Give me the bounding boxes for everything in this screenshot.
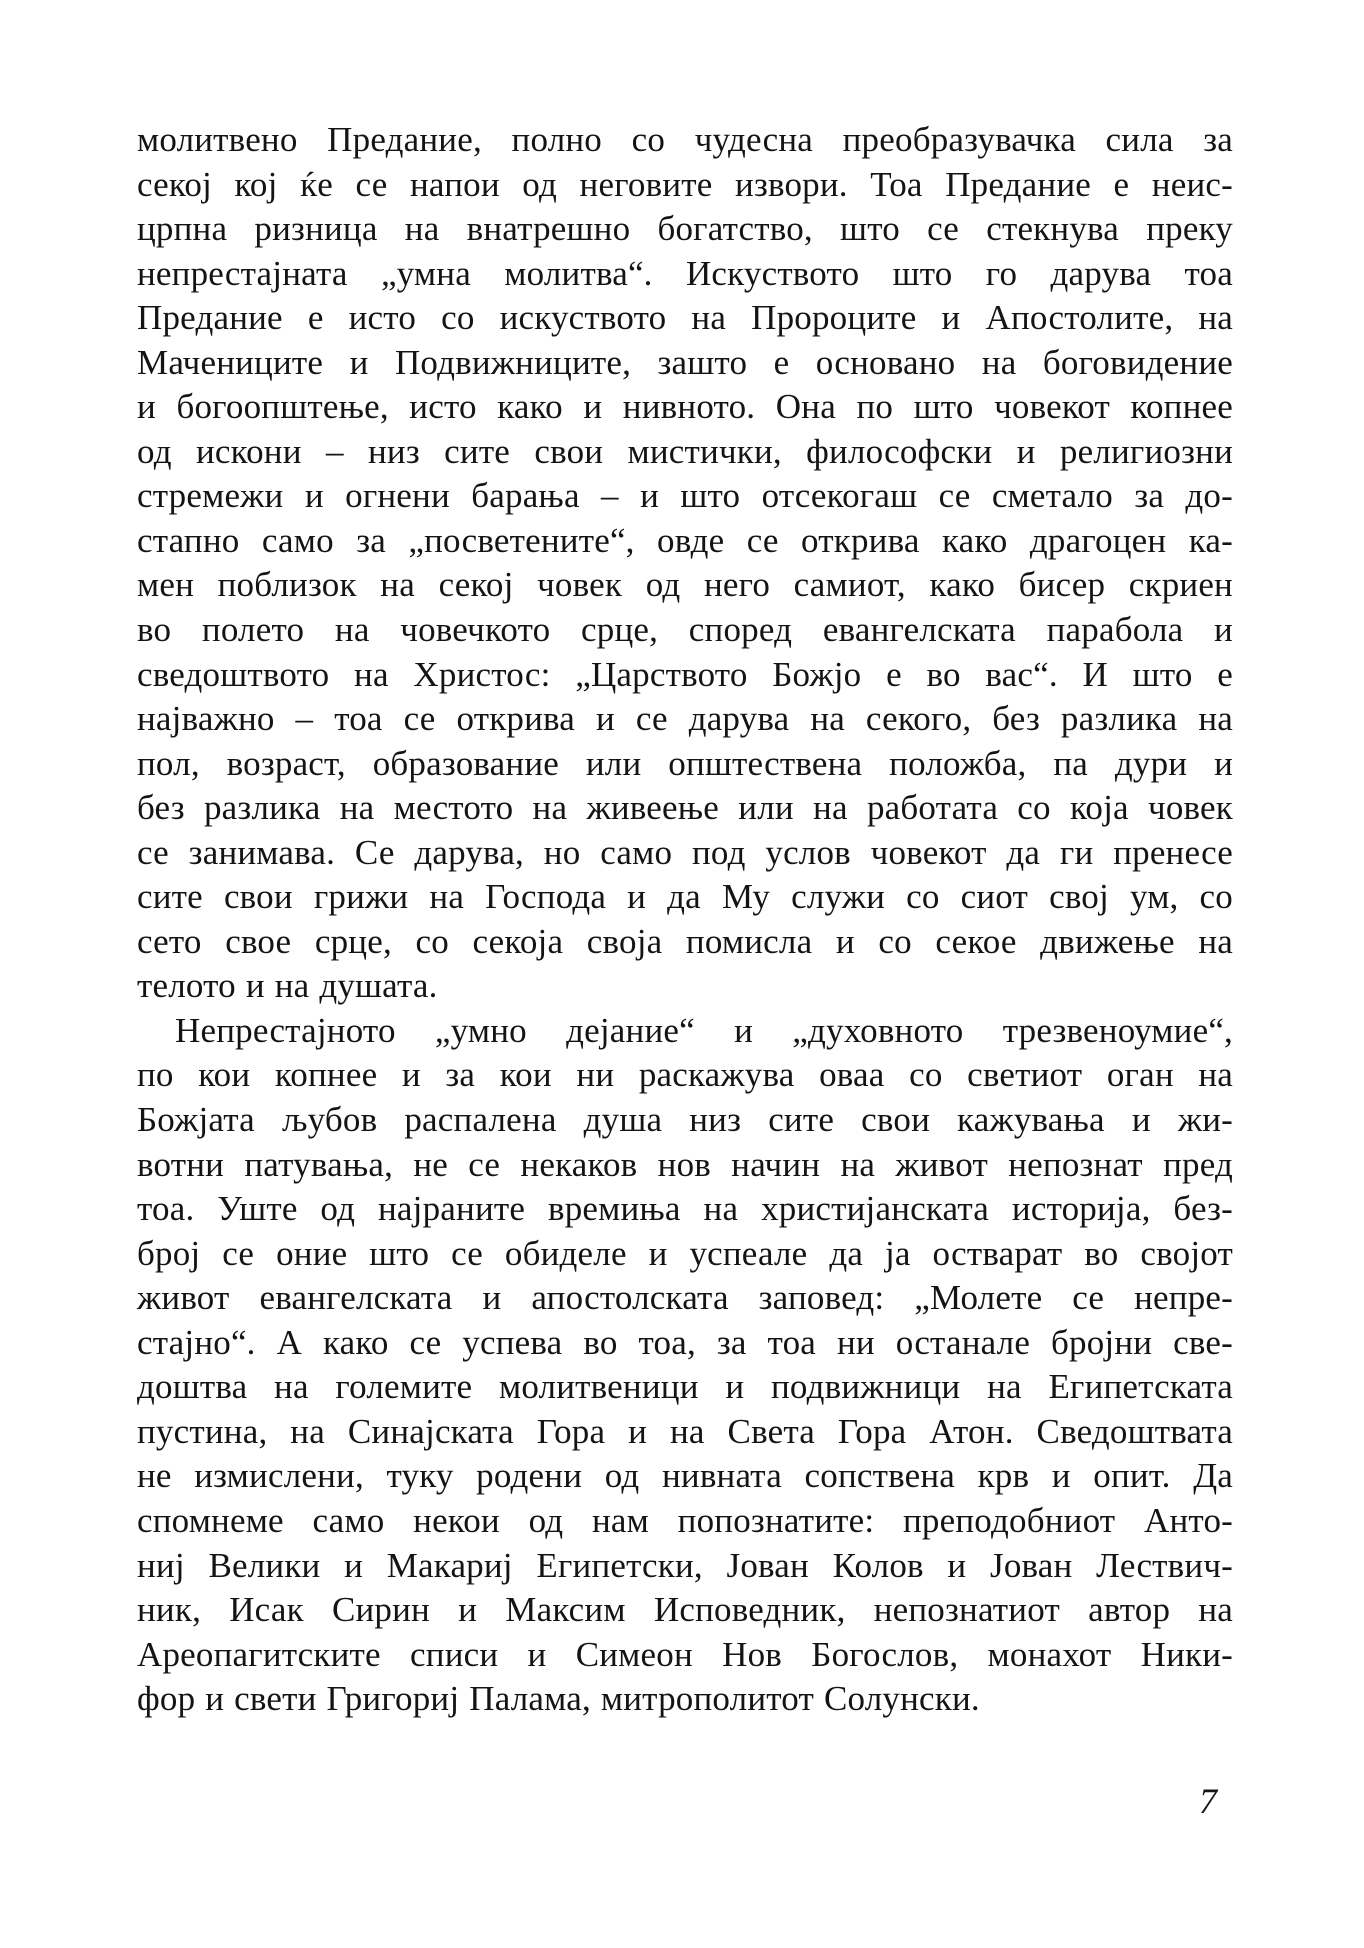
text-line: црпна ризница на внатрешно богатство, што се стекнува преку [137,209,1233,249]
text-line: ниј Велики и Макариј Египетски, Јован Колов и Јован Лествич- [137,1545,1233,1585]
paragraph [137,1009,1233,1722]
text-line: по кои копнее и за кои ни раскажува оваа со светиот оган на [137,1055,1233,1095]
text-line: телото и на душата. [137,966,438,1006]
text-line: сите свои грижи на Господа и да Му служи со сиот свој ум, со [137,877,1233,917]
text-line: сведоштвото на Христос: „Царството Божјо е во вас“. И што е [137,654,1233,694]
text-line: не измислени, туку родени од нивната сопствена крв и опит. Да [137,1456,1233,1496]
text-line: тоа. Уште од најраните времиња на христијанската историја, без- [137,1189,1233,1229]
text-line: вотни патувања, не се некаков нов начин на живот непознат пред [137,1144,1233,1184]
text-line: и богоопштење, исто како и нивното. Она по што човекот копнее [137,387,1233,427]
text-line: мен поблизок на секој човек од него самиот, како бисер скриен [137,565,1233,605]
text-line: Мачениците и Подвижниците, зашто е основано на боговидение [137,342,1233,382]
text-line: без разлика на местото на живеење или на работата со која човек [137,788,1233,828]
text-line: пустина, на Синајската Гора и на Света Гора Атон. Сведоштвата [137,1411,1233,1451]
text-line: број се оние што се обиделе и успеале да ја остварат во својот [137,1233,1233,1273]
text-line: од искони – низ сите свои мистички, философски и религиозни [137,431,1233,471]
text-line: молитвено Предание, полно со чудесна преобразувачка сила за [137,120,1233,159]
text-line: непрестајната „умна молитва“. Искуството што го дарува тоа [137,253,1233,293]
text-line: секој кој ќе се напои од неговите извори. Тоа Предание е неис- [137,164,1233,204]
text-line: живот евангелската и апостолската заповед: „Молете се непре- [137,1278,1233,1318]
text-line: стремежи и огнени барања – и што отсекогаш се сметало за до- [137,476,1233,516]
text-line: стајно“. А како се успева во тоа, за тоа ни останале бројни све- [137,1322,1233,1362]
text-line: се занимава. Се дарува, но само под услов човекот да ги пренесе [137,832,1233,872]
text-line: спомнеме само некои од нам попознатите: преподобниот Анто- [137,1500,1233,1540]
text-line: најважно – тоа се открива и се дарува на секого, без разлика на [137,699,1233,739]
text-line: доштва на големите молитвеници и подвижници на Египетската [137,1367,1233,1407]
text-line: пол, возраст, образование или општествена положба, па дури и [137,743,1233,783]
text-line: Ареопагитските списи и Симеон Нов Богослов, монахот Ники- [137,1634,1233,1674]
text-line: сето свое срце, со секоја своја помисла и со секое движење на [137,921,1233,961]
paragraph [137,118,1233,1009]
text-line: ник, Исак Сирин и Максим Исповедник, непознатиот автор на [137,1590,1233,1630]
text-line: стапно само за „посветените“, овде се открива како драгоцен ка- [137,520,1233,560]
text-line: Непрестајното „умно дејание“ и „духовното трезвеноумие“, [175,1010,1233,1050]
text-line: Божјата љубов распалена душа низ сите свои кажувања и жи- [137,1100,1233,1140]
page-text [137,118,1233,1722]
page-number: 7 [1199,1781,1217,1821]
text-line: Предание е исто со искуството на Пророците и Апостолите, на [137,298,1233,338]
text-line: во полето на човечкото срце, според евангелската парабола и [137,610,1233,650]
text-line: фор и свети Григориј Палама, митрополитот Солунски. [137,1679,980,1719]
